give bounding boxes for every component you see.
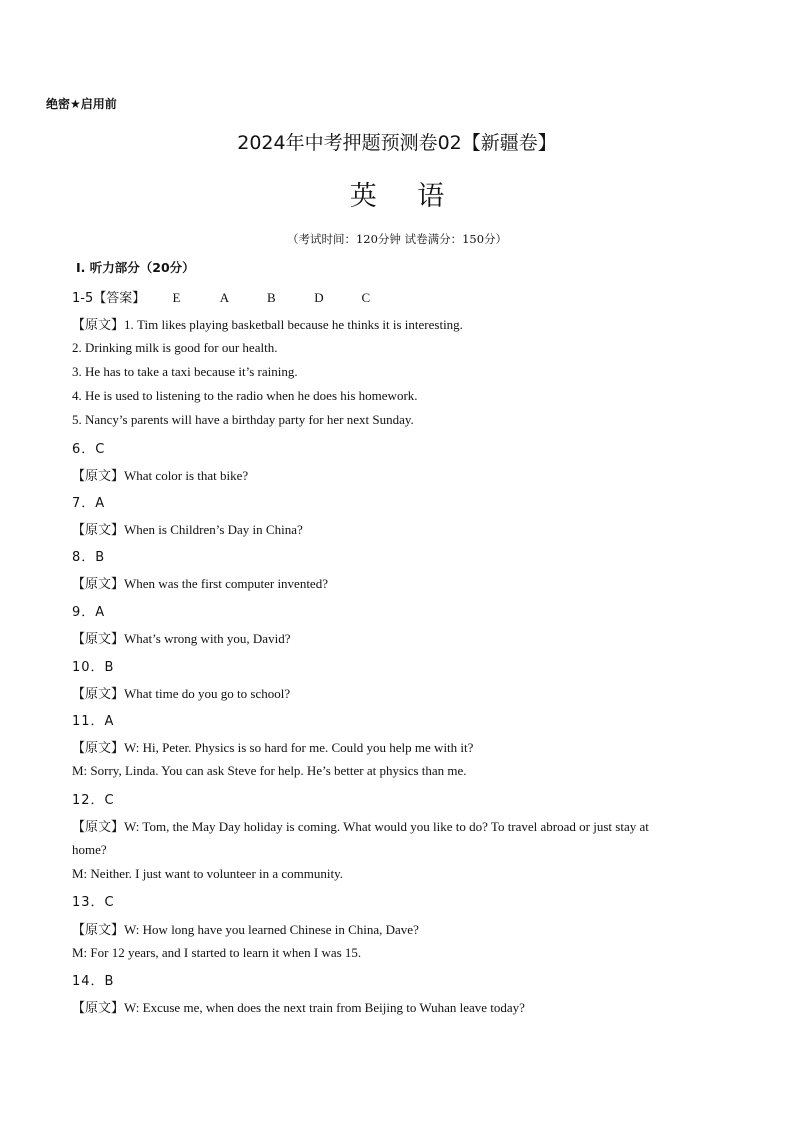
- transcript-line: M: Sorry, Linda. You can ask Steve for help. He’s better at physics than me.: [72, 763, 467, 778]
- original-label: 【原文】: [72, 687, 125, 702]
- answer-number: 6．C: [72, 442, 106, 457]
- transcript-line: 3. He has to take a taxi because it’s raining.: [72, 364, 298, 379]
- answer-number: 8．B: [72, 550, 106, 565]
- transcript-text: What’s wrong with you, David?: [124, 631, 291, 646]
- original-label: 【原文】: [72, 632, 125, 647]
- original-label: 【原文】: [72, 318, 125, 333]
- exam-info: （考试时间：120分钟 试卷满分：150分）: [286, 232, 508, 246]
- answer-option: A: [219, 290, 230, 305]
- transcript-text: What time do you go to school?: [124, 686, 291, 701]
- answer-number: 14．B: [72, 974, 115, 989]
- transcript-line: 5. Nancy’s parents will have a birthday party for her next Sunday.: [72, 412, 414, 427]
- transcript-line: [72, 573, 328, 592]
- original-label: 【原文】: [72, 577, 125, 592]
- original-label: 【原文】: [72, 820, 125, 835]
- transcript-line: [72, 737, 473, 756]
- transcript-text: W: Tom, the May Day holiday is coming. What would you like to do? To travel abroad or just stay at: [124, 819, 649, 834]
- transcript-line: [72, 519, 303, 538]
- transcript-line: [72, 683, 290, 702]
- original-label: 【原文】: [72, 741, 125, 756]
- transcript-text: What color is that bike?: [124, 468, 249, 483]
- subject-title: 英 语: [349, 181, 461, 212]
- transcript-line: [72, 919, 419, 938]
- transcript-line: [72, 465, 248, 484]
- answer-number: 13．C: [72, 895, 115, 910]
- answer-option: E: [172, 290, 181, 305]
- transcript-text: When is Children’s Day in China?: [124, 522, 303, 537]
- transcript-line: home?: [72, 842, 107, 857]
- transcript-text: 1. Tim likes playing basketball because he thinks it is interesting.: [124, 317, 463, 332]
- answer-number: 10．B: [72, 660, 115, 675]
- transcript-line: [72, 628, 290, 647]
- answer-number: 9．A: [72, 605, 106, 620]
- section-title: Ⅰ. 听力部分（20分）: [76, 260, 195, 275]
- confidential-label: 绝密★启用前: [46, 97, 117, 111]
- transcript-text: When was the first computer invented?: [124, 576, 328, 591]
- answer-number: 12．C: [72, 793, 115, 808]
- transcript-text: W: Hi, Peter. Physics is so hard for me. Could you help me with it?: [124, 740, 474, 755]
- transcript-text: W: Excuse me, when does the next train from Beijing to Wuhan leave today?: [124, 1000, 525, 1015]
- transcript-line: [72, 314, 463, 333]
- transcript-line: 2. Drinking milk is good for our health.: [72, 340, 278, 355]
- original-label: 【原文】: [72, 1001, 125, 1016]
- transcript-line: [72, 816, 649, 835]
- answer-option: B: [266, 290, 276, 305]
- page-title: 2024年中考押题预测卷02【新疆卷】: [237, 132, 557, 154]
- transcript-line: M: Neither. I just want to volunteer in a community.: [72, 866, 344, 881]
- transcript-text: W: How long have you learned Chinese in China, Dave?: [124, 922, 419, 937]
- transcript-line: [72, 997, 525, 1016]
- transcript-line: 4. He is used to listening to the radio when he does his homework.: [72, 388, 418, 403]
- answers-1-5: [72, 287, 405, 306]
- answer-option: C: [361, 290, 371, 305]
- answer-option: D: [314, 290, 324, 305]
- transcript-line: M: For 12 years, and I started to learn it when I was 15.: [72, 945, 362, 960]
- original-label: 【原文】: [72, 523, 125, 538]
- answers-label: 1-5【答案】: [72, 291, 146, 306]
- answer-number: 7．A: [72, 496, 106, 511]
- original-label: 【原文】: [72, 923, 125, 938]
- answer-number: 11．A: [72, 714, 115, 729]
- original-label: 【原文】: [72, 469, 125, 484]
